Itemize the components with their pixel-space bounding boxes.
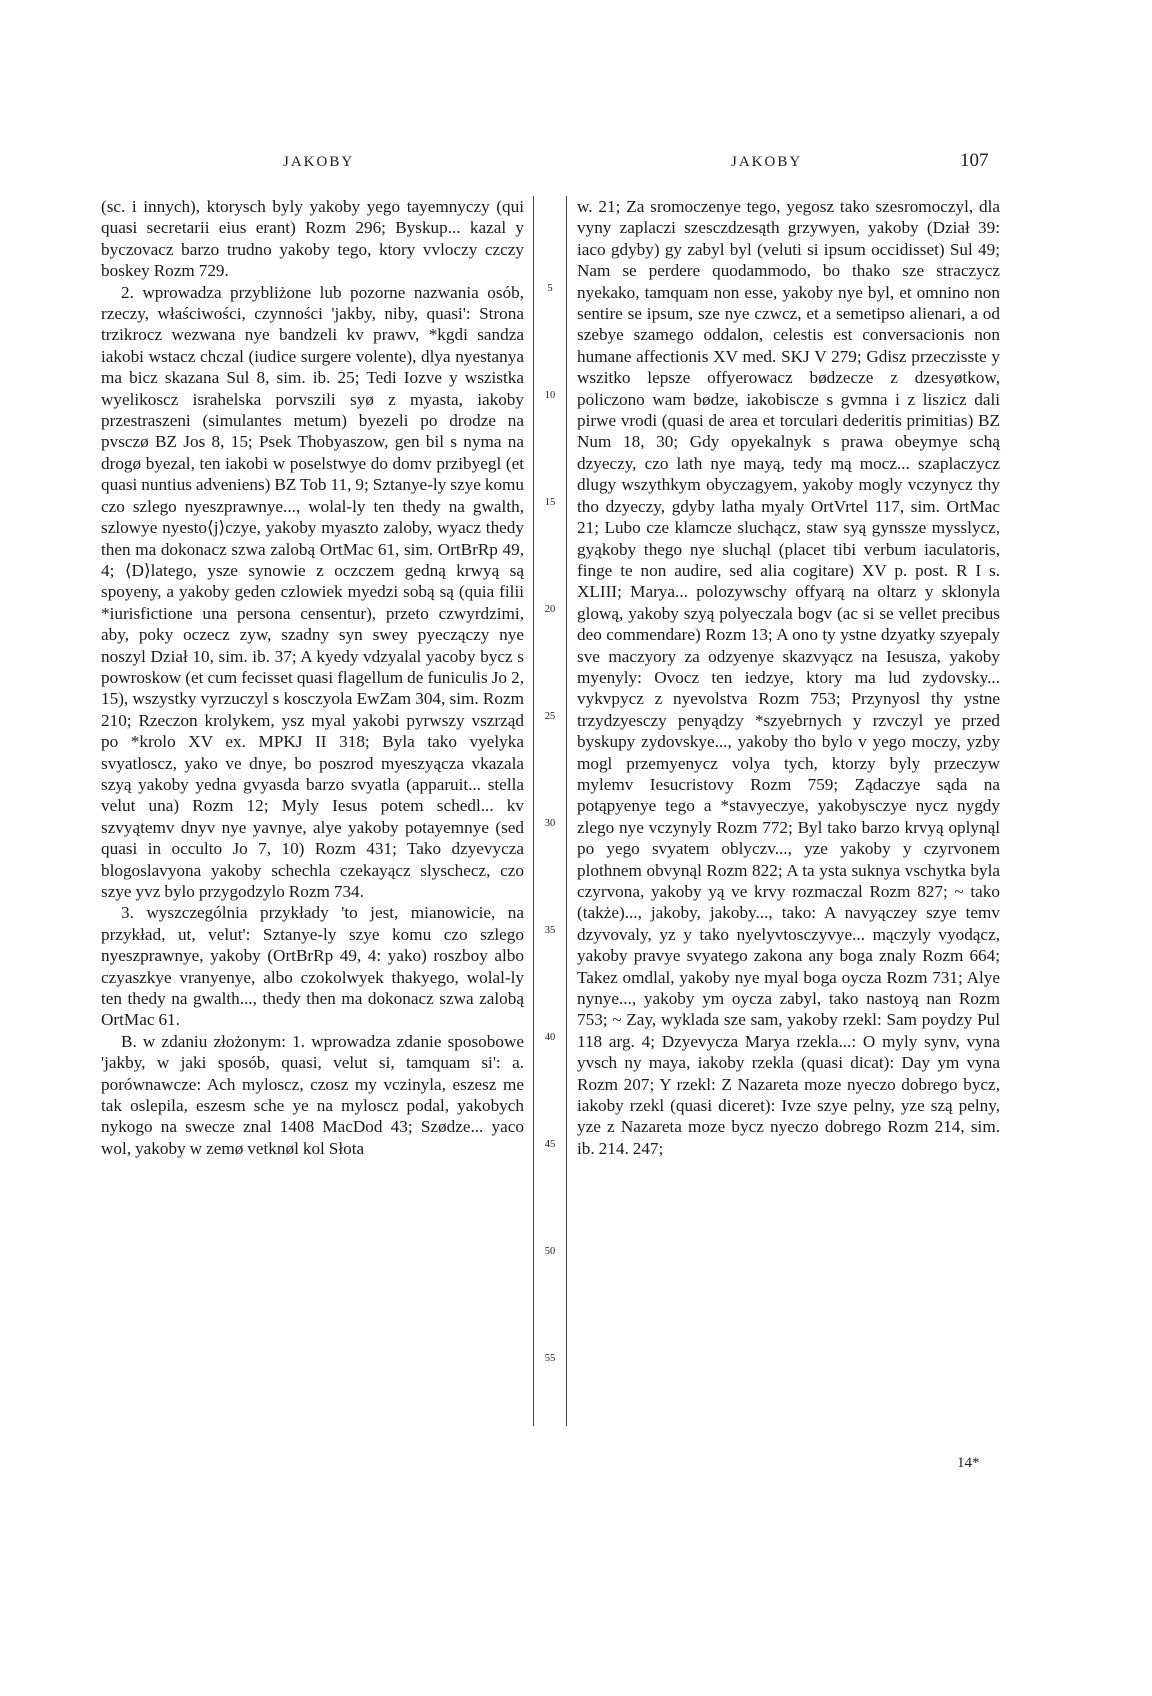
line-number: 5 <box>547 283 553 294</box>
left-column <box>101 196 524 1159</box>
line-number: 10 <box>544 390 556 401</box>
line-number: 35 <box>544 925 556 936</box>
line-number: 30 <box>544 818 556 829</box>
entry-paragraph: 2. wprowadza przybliżone lub pozorne nazwania osób, rzeczy, właściwości, czynności 'jakby, niby, quasi': Strona trzikrocz wezwana nye bandzeli kv prawv, *kgdi sandza iakobi wstacz chczal (iudice surgere volente), dlya nyestanya ma bicz skazana Sul 8, sim. ib. 25; Tedi Iozve y wszistka wyelikoscz israhelska porvszili syø z myasta, iakoby przestraszeni (simulantes metum) byezeli po drodze na pvsczø BZ Jos 8, 15; Psek Thobyaszow, gen bil s nyma na drogø byezal, ten iakobi w poselstwye do domv przibyegl (et quasi nuntius adveniens) BZ Tob 11, 9; Sztanye-ly szye komu czo szlego nyeszprawnye..., wolal-ly ten thedy na gwalth, szlowye nyesto⟨j⟩czye, yakoby myaszto zaloby, wyacz thedy then ma dokonacz szwa zalobą OrtMac 61, sim. OrtBrRp 49, 4; ⟨D⟩latego, ysze synowie z oczczem gedną krwyą są spoyeny, a yakoby geden czlowiek myedzi sobą są (quia filii *iurisfictione una persona censentur), przeto czwyrdzimi, aby, poky oczecz zyw, szadny syn swey pyeczączy nye noszyl Dział 10, sim. ib. 37; A kyedy vdzyalal yacoby bycz s powroskow (et cum fecisset quasi flagellum de funiculis Jo 2, 15), wszystky vyrzuczyl s kosczyola EwZam 304, sim. Rozm 210; Rzeczon krolykem, ysz myal yakobi pyrwszy vszrząd po *krolo XV ex. MPKJ II 318; Byla tako vyelyka svyatloscz, yako ve dnye, bo poszrod myeszyączа vkazala szyą yakoby yedna gvyasda barzo svyatla (apparuit... stella velut una) Rozm 12; Myly Iesus potem schedl... kv szvyątemv dnyv nye yavnye, alye yakoby potayemnye (sed quasi in occulto Jo 7, 10) Rozm 431; Tako dzyevycza blogoslavyona yakoby schechla czekayącz slyschecz, czo szye yvz bylo przygodzylo Rozm 734. <box>101 282 524 901</box>
entry-paragraph: 3. wyszczególnia przykłady 'to jest, mianowicie, na przykład, ut, velut': Sztanye-ly szye komu czo szlego nyeszprawnye, yakoby (OrtBrRp 49, 4: yako) roszboy albo czyaszkye vranyenye, albo czokolwyek thakyego, wolal-ly ten thedy na gwalth..., thedy then ma dokonacz szwa zalobą OrtMac 61. <box>101 903 524 1030</box>
entry-paragraph: w. 21; Za sromoczenye tego, yegosz tako szesromoczyl, dla vyny zaplaczi szesczdzesąth grzywyen, yakoby (Dział 39: iaco gdyby) gy zabyl byl (veluti si ipsum occidisset) Sul 49; Nam se perdere quodammodo, bo thako sze straczycz nyekako, tamquam non esse, yakoby nye byl, et omnino non sentire se ipsum, sze nye czwcz, et a semetipso alienari, a od szebye szamego oddalon, celestis est conversacionis non humane affectionis XV med. SKJ V 279; Gdisz przeczisste y wszitko lepsze offyerowacz bødzecze z dzesyøtkow, policzono wam bødze, iakobiscze s gvmna i z liszicz dali pirwe vrodi (quasi de area et torculari dederitis primitias) BZ Num 18, 30; Gdy opyekalnyk s prawa obeymye schą dzyeczy, czo lath nye mayą, tedy mą mocz... szaplaczycz dlugy wszythkym obyczagyem, yakoby mogly vczynycz thy tho dzyeczy, gdyby latha myaly OrtVrtel 117, sim. OrtMac 21; Lubo cze klamcze sluchącz, staw syą gynssze mysslycz, gyąkoby thego nye sluchąl (placet tibi verbum iaculatoris, finge te non audire, sed alia cogitare) XV p. post. R I s. XLIII; Marya... polozywschy offyarą na oltarz y sklonyla glową, yakoby szyą polyeczala bogv (ac si se vellet precibus deo commendare) Rozm 13; A ono ty ystne dzyatky szyepaly sve maczyory za odzyenye skazvyącz na Iesusza, yakoby myenyly: Ovocz ten iedzye, ktory ma lud zydovsky... vykvpycz z nyevolstva Rozm 753; Przynyosl thy ystne trzydzyesczy penyądzy *szyebrnych y rzvczyl ye przed byskupy zydovskye..., yakoby tho bylo v yego moczy, yzby mogl przemyenycz volya tych, ktorzy byly przeczyw mylemv Iesucristovy Rozm 759; Ządaczye sąda na potąpyenye tego a *stavyeczye, yakobysczye nycz nygdy zlego nye vczynyly Rozm 772; Byl tako barzo krvyą oplynąl po yego svyatem oblyczv..., yze yakoby y czyrvonem plothnem obvynąl Rozm 822; A ta ysta suknya vschytka byla czyrvona, yakoby yą ve krvy rozmaczal Rozm 827; ~ tako (także)..., jakoby, jakoby..., tako: A navyączey szye temv dzyvovaly, yz y tako nyelyvtosczyvye... mączyly vyodącz, yakoby pravye svyatego zakona any boga znaly Rozm 664; Takez omdlal, yakoby nye myal boga oycza Rozm 731; Alye nynye..., yakoby ym oycza zabyl, tako nastoyą nan Rozm 753; ~ Zay, wyklada sze sam, yakoby rzekl: Sam poydzy Pul 118 arg. 4; Dzyevycza Marya rzekla...: O myly synv, vyna yvsch ny maya, iakoby rzekla (quasi dicat): Day ym vyna Rozm 207; Y rzekl: Z Nazareta moze nyeczo dobrego bycz, iakoby rzekl (quasi diceret): Ivze szye pelny, yze szą pelny, yze z Nazareta moze bycz nyeczo dobrego Rozm 214, sim. ib. 214. 247; <box>577 197 1000 1158</box>
page-number: 107 <box>960 150 989 171</box>
line-number: 40 <box>544 1032 556 1043</box>
line-number: 45 <box>544 1139 556 1150</box>
entry-paragraph: (sc. i innych), ktorysch byly yakoby yego tayemnyczy (qui quasi secretarii eius erant) Rozm 296; Byskup... kazal y byczovacz barzo trudno yakoby tego, ktory vvloczy czczy boskey Rozm 729. <box>101 197 524 281</box>
running-head-left: JAKOBY <box>283 154 355 170</box>
line-number: 20 <box>544 604 556 615</box>
right-column <box>577 196 1000 1159</box>
running-head-right: JAKOBY <box>731 154 803 170</box>
column-rule-left <box>533 196 534 1426</box>
column-rule-right <box>566 196 567 1426</box>
signature-mark: 14* <box>957 1455 980 1471</box>
line-number: 55 <box>544 1353 556 1364</box>
line-number: 25 <box>544 711 556 722</box>
entry-paragraph: B. w zdaniu złożonym: 1. wprowadza zdanie sposobowe 'jakby, w jaki sposób, quasi, velut si, tamquam si': a. porównawcze: Ach myloscz, czosz my vczinyla, eszesz me tak oslepila, eszesm sche ye na myloscz podal, yakobych nykogo na swecze znal 1408 MacDod 43; Szødze... yaco wol, yakoby w zemø vetknøl kol Słota <box>101 1031 524 1158</box>
line-number: 50 <box>544 1246 556 1257</box>
line-number: 15 <box>544 497 556 508</box>
